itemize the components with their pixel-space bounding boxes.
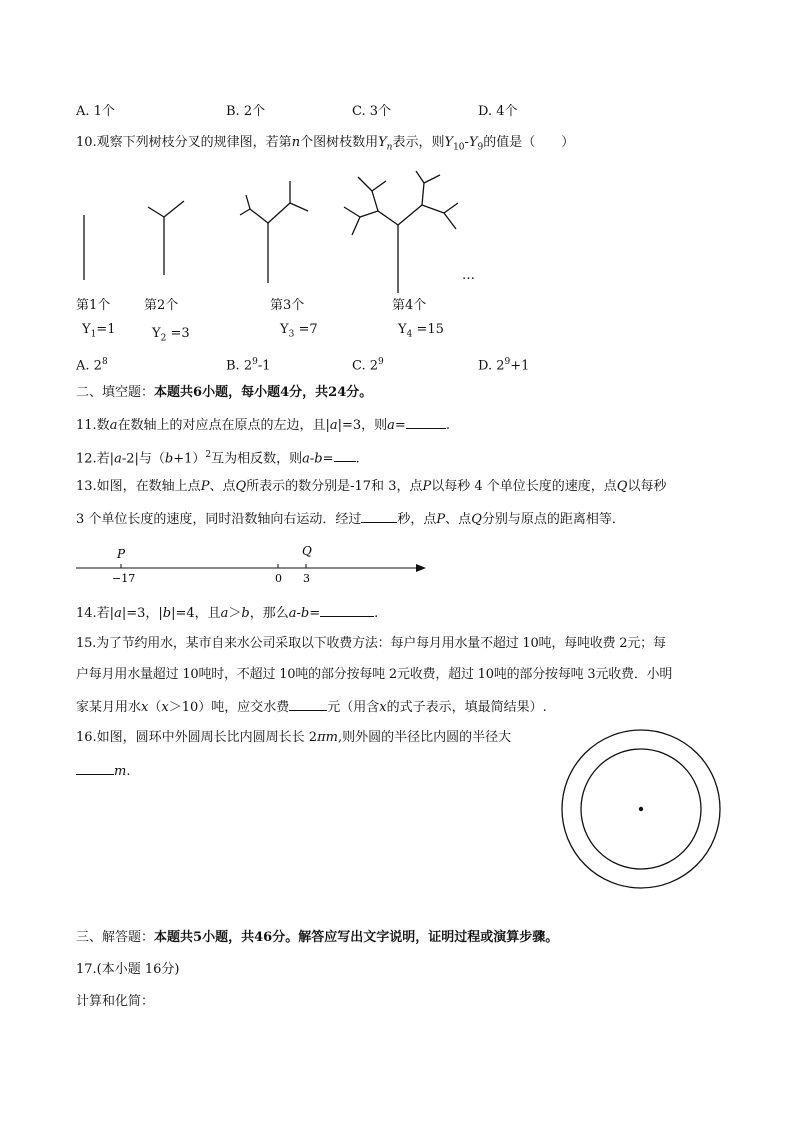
tick-label-0: 0 xyxy=(275,572,282,584)
q15-line-1: 15.为了节约用水，某市自来水公司采取以下收费方法：每户每月用水量不超过 10吨，每吨收费 2元；每 xyxy=(76,636,666,651)
q14: 14.若|a|=3，|b|=4，且a＞b，那么a-b= . xyxy=(76,606,379,621)
q13-line-2: 3 个单位长度的速度，同时沿数轴向右运动．经过 秒，点P、点Q分别与原点的距离相等． xyxy=(76,512,625,527)
q15-answer-blank[interactable] xyxy=(289,698,327,711)
q13-answer-blank[interactable] xyxy=(361,510,397,523)
q9-option-a: A. 1个 xyxy=(76,104,115,119)
q11-answer-blank[interactable] xyxy=(406,416,446,429)
q13-line-1: 13.如图，在数轴上点P、点Q所表示的数分别是-17和 3，点P以每秒 4 个单位长度的速度，点Q以每秒 xyxy=(76,479,667,494)
y-label-2: $Y_2 =3$ xyxy=(152,326,190,344)
fig-label-2: 第2个 xyxy=(144,298,179,313)
q10-option-d: D. $2^9+1$ xyxy=(478,357,530,374)
q11: 11.数a在数轴上的对应点在原点的左边，且|a|=3，则a= . xyxy=(76,418,450,433)
q10-option-b: B. $2^9-1$ xyxy=(226,357,271,374)
tree-branch-figure xyxy=(60,165,500,305)
fig-label-3: 第3个 xyxy=(270,298,305,313)
q14-answer-blank[interactable] xyxy=(320,604,374,617)
y-label-1: $Y_1=1$ xyxy=(82,322,116,340)
tree-2 xyxy=(148,201,184,275)
q17-body: 计算和化简： xyxy=(76,994,155,1009)
q16-line-2: m. xyxy=(76,762,130,780)
tree-3 xyxy=(240,181,308,283)
q9-option-d: D. 4个 xyxy=(478,104,518,119)
y-label-3: $Y_3 =7$ xyxy=(280,322,318,340)
q10-option-c: C. $2^9$ xyxy=(352,357,384,374)
point-P-label: P xyxy=(117,547,126,561)
q10-stem: 10.观察下列树枝分叉的规律图，若第n个图树枝数用$Y_n$表示，则$Y_{10}-Y_9$的值是（ ） xyxy=(76,135,575,153)
tree-4 xyxy=(344,171,458,293)
section-2-heading: 二、填空题：本题共6小题，每小题4分，共24分。 xyxy=(76,385,373,400)
tick-label-3: 3 xyxy=(303,572,310,584)
tick-label-minus17: −17 xyxy=(112,572,136,584)
q17-title: 17.(本小题 16分) xyxy=(76,962,180,977)
number-line-figure xyxy=(70,542,435,584)
fig-label-1: 第1个 xyxy=(76,298,111,313)
q16-answer-blank[interactable] xyxy=(76,762,114,775)
q10-option-a: A. $2^8$ xyxy=(76,357,108,374)
point-Q-label: Q xyxy=(302,544,312,558)
annulus-figure xyxy=(560,728,722,890)
q9-option-b: B. 2个 xyxy=(226,104,266,119)
q12: 12.若|a-2|与$(b+1)^2$互为相反数，则a-b= . xyxy=(76,450,360,467)
tree-ellipsis: … xyxy=(462,268,475,283)
center-point xyxy=(639,807,643,811)
y-label-4: $Y_4 =15$ xyxy=(398,322,444,340)
q15-line-2: 户每月用水量超过 10吨时，不超过 10吨的部分按每吨 2元收费，超过 10吨的部分按每吨 3元收费．小明 xyxy=(76,667,673,682)
q9-option-c: C. 3个 xyxy=(352,104,392,119)
q15-line-3: 家某月用水x（x＞10）吨，应交水费 元（用含x的式子表示，填最简结果）. xyxy=(76,700,547,715)
arrow-head-icon xyxy=(416,564,426,572)
section-3-heading: 三、解答题：本题共5小题，共46分。解答应写出文字说明，证明过程或演算步骤。 xyxy=(76,930,559,945)
fig-label-4: 第4个 xyxy=(392,298,427,313)
q16-line-1: 16.如图，圆环中外圆周长比内圆周长长 2πm,则外圆的半径比内圆的半径大 xyxy=(76,730,512,745)
q12-answer-blank[interactable] xyxy=(334,449,356,462)
